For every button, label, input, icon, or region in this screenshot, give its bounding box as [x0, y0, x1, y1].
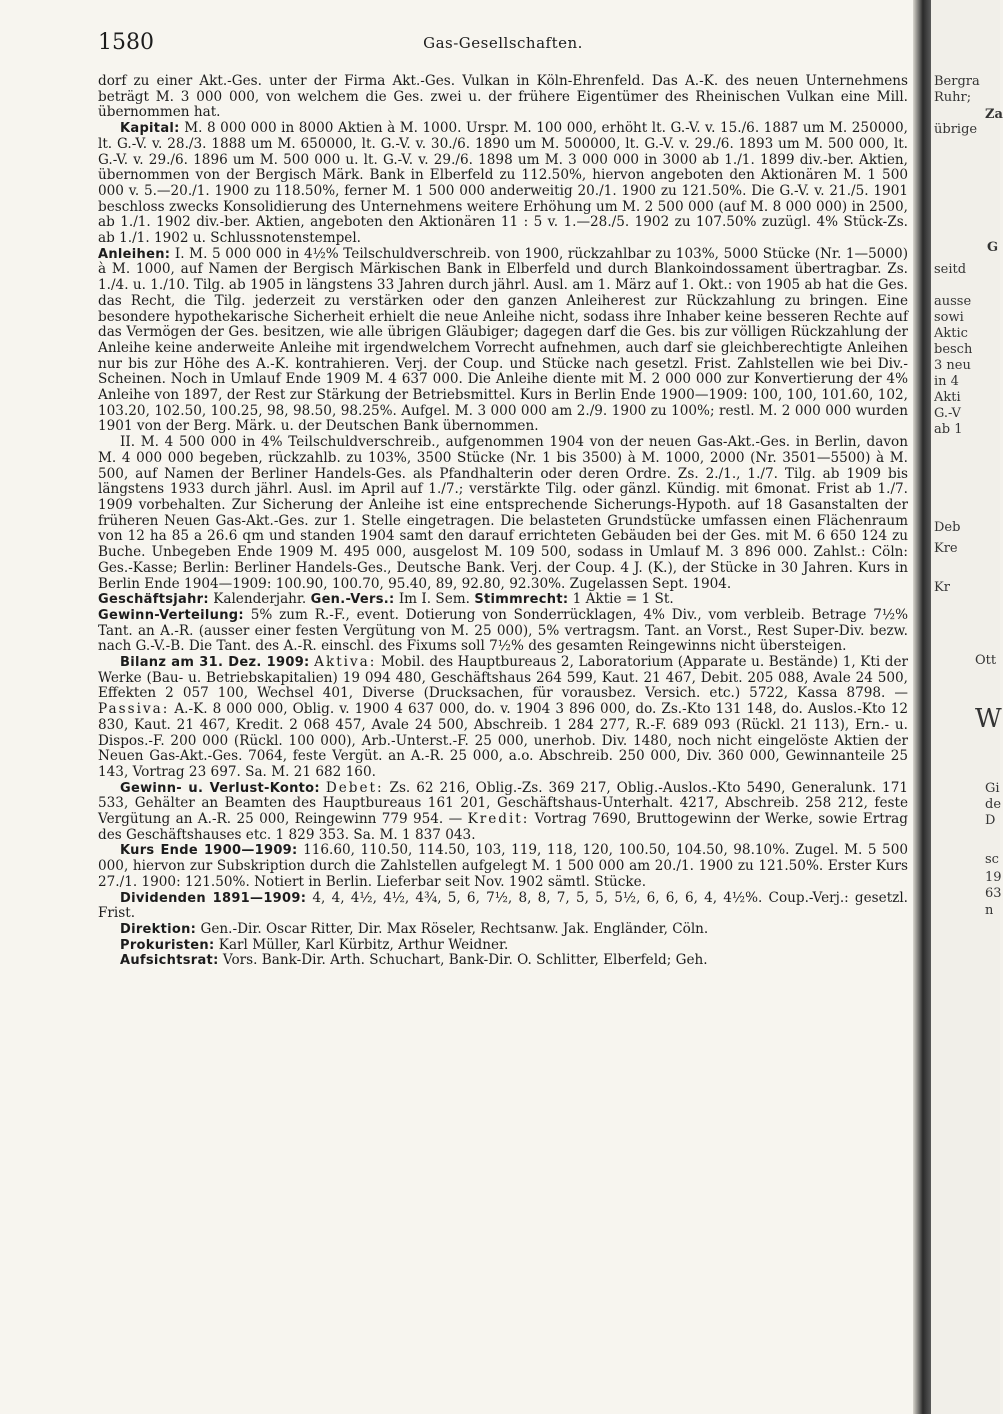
- bilanz-label: Bilanz am 31. Dez. 1909:: [120, 655, 310, 671]
- passiva-label: Passiva:: [98, 701, 170, 718]
- stimmrecht-text: 1 Aktie = 1 St.: [572, 591, 674, 608]
- kurs-paragraph: [98, 843, 908, 890]
- gewinn-verteilung-label: Gewinn-Verteilung:: [98, 607, 244, 623]
- debet-text: Zs. 62 216, Oblig.-Zs. 369 217, Oblig.-Auslos.-Kto 5490, Generalunk. 171 533, Gehälter an Beamten des Hauptbureaus 161 201, Geschäftshaus-Unterhalt. 4217, Abschreib. 258 212, feste Vergütung an A.-R. 25 000, Reingewinn 779 954. —: [98, 779, 908, 828]
- direktion-paragraph: [98, 922, 908, 938]
- neighbor-text: Deb: [934, 520, 961, 535]
- neighbor-text: seitd: [934, 262, 967, 277]
- gen-vers-text: Im I. Sem.: [398, 591, 470, 608]
- gen-vers-label: Gen.-Vers.:: [310, 592, 395, 608]
- intro-paragraph: dorf zu einer Akt.-Ges. unter der Firma Akt.-Ges. Vulkan in Köln-Ehrenfeld. Das A.-K. des neuen Unternehmens beträgt M. 3 000 000, von welchem die Ges. zwei u. der frühere Eigentümer des Rheinischen Vulkan eine Mill. übernommen hat.: [98, 73, 908, 121]
- neighbor-text: ausse: [934, 294, 972, 309]
- neighbor-text: ab 1: [934, 422, 963, 437]
- kurs-text: 116.60, 110.50, 114.50, 103, 119, 118, 120, 100.50, 104.50, 98.10%. Zugel. M. 5 500 000, hiervon zur Subskription durch die Zahlstellen aufgelegt M. 1 500 000 am 20./1. 1900 zu 121.50%. Erster Kurs 27./1. 1900: 121.50%. Notiert in Berlin. Lieferbar seit Nov. 1902 sämtl. Stücke.: [98, 842, 908, 890]
- aktiva-label: Aktiva:: [314, 654, 377, 671]
- gewinn-verteilung-text: 5% zum R.-F., event. Dotierung von Sonderrücklagen, 4% Div., vom verbleib. Betrage 7½% Tant. an A.-R. (ausser einer festen Vergütung von M. 25 000), 5% vertragsm. Tant. an Vorst., Rest Super-Div. bezw. nach G.-V.-B. Die Tant. des A.-R. einschl. des Fixums soll 7½% des gesamten Reingewinns nicht übersteigen.: [98, 606, 908, 655]
- page-number: 1580: [98, 30, 154, 55]
- prokuristen-text: Karl Müller, Karl Kürbitz, Arthur Weidner.: [218, 936, 509, 953]
- dividenden-text: 4, 4, 4½, 4½, 4¾, 5, 6, 7½, 8, 8, 7, 5, 5, 5½, 6, 6, 6, 4, 4½%. Coup.-Verj.: gesetzl. Frist.: [98, 889, 908, 922]
- debet-label: Debet:: [325, 779, 384, 796]
- dividenden-label: Dividenden 1891—1909:: [120, 890, 307, 906]
- neighbor-text: Za: [985, 107, 1003, 122]
- neighbor-text: W: [975, 704, 1002, 734]
- dividenden-paragraph: [98, 891, 908, 922]
- neighbor-page-fragment: [931, 0, 1003, 1414]
- aufsichtsrat-text: Vors. Bank-Dir. Arth. Schuchart, Bank-Dir. O. Schlitter, Elberfeld; Geh.: [222, 952, 708, 969]
- kapital-paragraph: [98, 121, 908, 247]
- neighbor-text: D: [985, 813, 996, 828]
- stimmrecht-label: Stimmrecht:: [474, 592, 569, 608]
- neighbor-text: 3 neu: [934, 358, 971, 373]
- direktion-text: Gen.-Dir. Oscar Ritter, Dir. Max Röseler, Rechtsanw. Jak. Engländer, Cöln.: [200, 920, 709, 937]
- book-gutter: [913, 0, 931, 1414]
- page-header: [98, 30, 908, 58]
- aufsichtsrat-paragraph: [98, 953, 908, 969]
- bilanz-paragraph: [98, 655, 908, 781]
- neighbor-text: G.-V: [934, 406, 961, 421]
- geschaeftsjahr-paragraph: [98, 592, 908, 608]
- aufsichtsrat-label: Aufsichtsrat:: [120, 953, 219, 969]
- neighbor-text: sowi: [934, 310, 964, 325]
- neighbor-text: sc: [985, 852, 999, 867]
- neighbor-text: besch: [934, 342, 973, 357]
- geschaeftsjahr-label: Geschäftsjahr:: [98, 592, 209, 608]
- kurs-label: Kurs Ende 1900—1909:: [120, 843, 298, 859]
- direktion-label: Direktion:: [120, 921, 197, 937]
- neighbor-text: Ott: [975, 653, 997, 668]
- kredit-label: Kredit:: [467, 811, 530, 828]
- prokuristen-paragraph: [98, 938, 908, 954]
- document-body: [98, 74, 908, 969]
- guv-paragraph: [98, 781, 908, 844]
- neighbor-text: Akti: [934, 390, 961, 405]
- prokuristen-label: Prokuristen:: [120, 937, 215, 953]
- neighbor-text: Aktic: [934, 326, 968, 341]
- anleihen-label: Anleihen:: [98, 246, 171, 262]
- neighbor-text: übrige: [934, 122, 978, 137]
- kredit-text: Vortrag 7690, Bruttogewinn der Werke, sowie Ertrag des Geschäftshauses etc. 1 829 353. Sa. M. 1 837 043.: [98, 811, 908, 843]
- guv-label: Gewinn- u. Verlust-Konto:: [120, 780, 320, 796]
- anleihe-1-text: I. M. 5 000 000 in 4½% Teilschuldverschreib. von 1900, rückzahlbar zu 103%, 5000 Stücke (Nr. 1—5000) à M. 1000, auf Namen der Bergisch Märkischen Bank in Elberfeld und durch Blankoindossament übertragbar. Zs. 1./4. u. 1./10. Tilg. ab 1905 in längstens 33 Jahren durch jährl. Ausl. am 1. März auf 1. Okt.: von 1905 ab hat die Ges. das Recht, die Tilg. jederzeit zu verstärken oder den ganzen Anleiherest zur Rückzahlung zu bringen. Eine besondere hypothekarische Sicherheit erhielt die neue Anleihe nicht, sodass ihre Inhaber keine besseren Rechte auf das Vermögen der Ges. besitzen, wie alle übrigen Gläubiger; dagegen darf die Ges. bis zur völligen Rückzahlung der Anleihe keine anderweite Anleihe mit irgendwelchem Vorrecht aufnehmen, auch darf sie gleichberechtigte Anleihen nur bis zur Höhe des A.-K. kontrahieren. Verj. der Coup. und Stücke nach gesetzl. Frist. Zahlstellen wie bei Div.-Scheinen. Noch in Umlauf Ende 1909 M. 4 637 000. Die Anleihe diente mit M. 2 000 000 zur Konvertierung der 4% Anleihe von 1897, der Rest zur Stärkung der Betriebsmittel. Kurs in Berlin Ende 1900—1909: 100, 100, 101.60, 102, 103.20, 102.50, 100.25, 98, 98.50, 98.25%. Aufgel. M. 3 000 000 am 2./9. 1900 zu 100%; restl. M. 2 000 000 wurden 1901 von der Berg. Märk. u. der Deutschen Bank übernommen.: [98, 245, 908, 435]
- passiva-text: A.-K. 8 000 000, Oblig. v. 1900 4 637 000, do. v. 1904 3 896 000, do. Zs.-Kto 131 148, do. Auslos.-Kto 12 830, Kaut. 21 467, Kredit. 2 068 457, Avale 24 500, Abschreib. 1 284 277, R.-F. 689 093 (Rückl. 21 113), Ern.- u. Dispos.-F. 200 000 (Rückl. 100 000), Arb.-Unterst.-F. 25 000, unerhob. Div. 1480, noch nicht eingelöste Aktien der Neuen Gas-Akt.-Ges. 7064, feste Vergüt. an A.-R. 25 000, a.o. Abschreib. 250 000, Div. 360 000, Gewinnanteile 25 143, Vortrag 23 697. Sa. M. 21 682 160.: [98, 701, 908, 780]
- anleihe-2-paragraph: II. M. 4 500 000 in 4% Teilschuldverschreib., aufgenommen 1904 von der neuen Gas-Akt.-Ges. in Berlin, davon M. 4 000 000 begeben, rückzahlb. zu 103%, 3500 Stücke (Nr. 1 bis 3500) à M. 1000, 2000 (Nr. 3501—5500) à M. 500, auf Namen der Berliner Handels-Ges. als Pfandhalterin oder deren Ordre. Zs. 2./1., 1./7. Tilg. ab 1909 bis längstens 1933 durch jährl. Ausl. im April auf 1./7.; verstärkte Tilg. oder gänzl. Kündig. mit 6monat. Frist ab 1./7. 1909 vorbehalten. Zur Sicherung der Anleihe ist eine entsprechende Sicherungs-Hypoth. auf 18 Gasanstalten der früheren Neuen Gas-Akt.-Ges. zur 1. Stelle eingetragen. Die belasteten Grundstücke umfassen einen Flächenraum von 12 ha 85 a 26.6 qm und standen 1904 samt den darauf errichteten Gebäuden bei der Ges. mit M. 6 650 124 zu Buche. Unbegeben Ende 1909 M. 495 000, ausgelost M. 109 500, sodass in Umlauf M. 3 896 000. Zahlst.: Cöln: Ges.-Kasse; Berlin: Berliner Handels-Ges., Deutsche Bank. Verj. der Coup. 4 J. (K.), der Stücke in 30 Jahren. Kurs in Berlin Ende 1904—1909: 100.90, 100.70, 95.40, 89, 92.80, 92.30%. Zugelassen Sept. 1904.: [98, 434, 908, 592]
- anleihe-1-paragraph: [98, 247, 908, 435]
- neighbor-text: de: [985, 797, 1002, 812]
- neighbor-text: G: [987, 240, 999, 255]
- aktiva-text: Mobil. des Hauptbureaus 2, Laboratorium (Apparate u. Bestände) 1, Kti der Werke (Bau- u. Betriebskapitalien) 19 094 480, Geschäftshaus 264 599, Kaut. 21 467, Debit. 205 088, Avale 24 500, Effekten 2 057 100, Wechsel 401, Diverse (Drucksachen, für vorausbez. Versich. etc.) 5722, Kassa 8798. —: [98, 654, 909, 702]
- kapital-label: Kapital:: [120, 121, 180, 137]
- geschaeftsjahr-text: Kalenderjahr.: [213, 591, 307, 608]
- neighbor-text: in 4: [934, 374, 959, 389]
- neighbor-text: n: [985, 903, 994, 918]
- neighbor-text: 19: [985, 870, 1002, 885]
- running-title: Gas-Gesellschaften.: [423, 34, 583, 52]
- neighbor-text: Gi: [985, 781, 1000, 796]
- neighbor-text: Kr: [934, 580, 950, 595]
- neighbor-text: Bergra: [934, 74, 980, 89]
- neighbor-text: 63: [985, 886, 1002, 901]
- kapital-text: M. 8 000 000 in 8000 Aktien à M. 1000. Urspr. M. 100 000, erhöht lt. G.-V. v. 15./6. 1887 um M. 250000, lt. G.-V. v. 28./3. 1888 um M. 650000, lt. G.-V. v. 30./6. 1890 um M. 500000, lt. G.-V. v. 29./6. 1893 um M. 500 000, lt. G.-V. v. 29./6. 1896 um M. 500 000 u. lt. G.-V. v. 29./6. 1898 um M. 3 000 000 in 3000 ab 1./1. 1899 div.-ber. Aktien, übernommen von der Bergisch Märk. Bank in Elberfeld zu 112.50%, hiervon angeboten den Aktionären M. 1 500 000 v. 5.—20./1. 1900 zu 118.50%, ferner M. 1 500 000 anderweitig 20./1. 1900 zu 121.50%. Die G.-V. v. 21./5. 1901 beschloss zwecks Konsolidierung des Unternehmens weitere Erhöhung um M. 2 500 000 (auf M. 8 000 000) in 2500, ab 1./1. 1902 div.-ber. Aktien, angeboten den Aktionären 11 : 5 v. 1.—28./5. 1902 zu 107.50% zuzügl. 4% Stück-Zs. ab 1./1. 1902 u. Schlussnotenstempel.: [98, 120, 908, 247]
- neighbor-text: Ruhr;: [934, 90, 972, 105]
- gewinn-verteilung-paragraph: [98, 608, 908, 655]
- neighbor-text: Kre: [934, 541, 958, 556]
